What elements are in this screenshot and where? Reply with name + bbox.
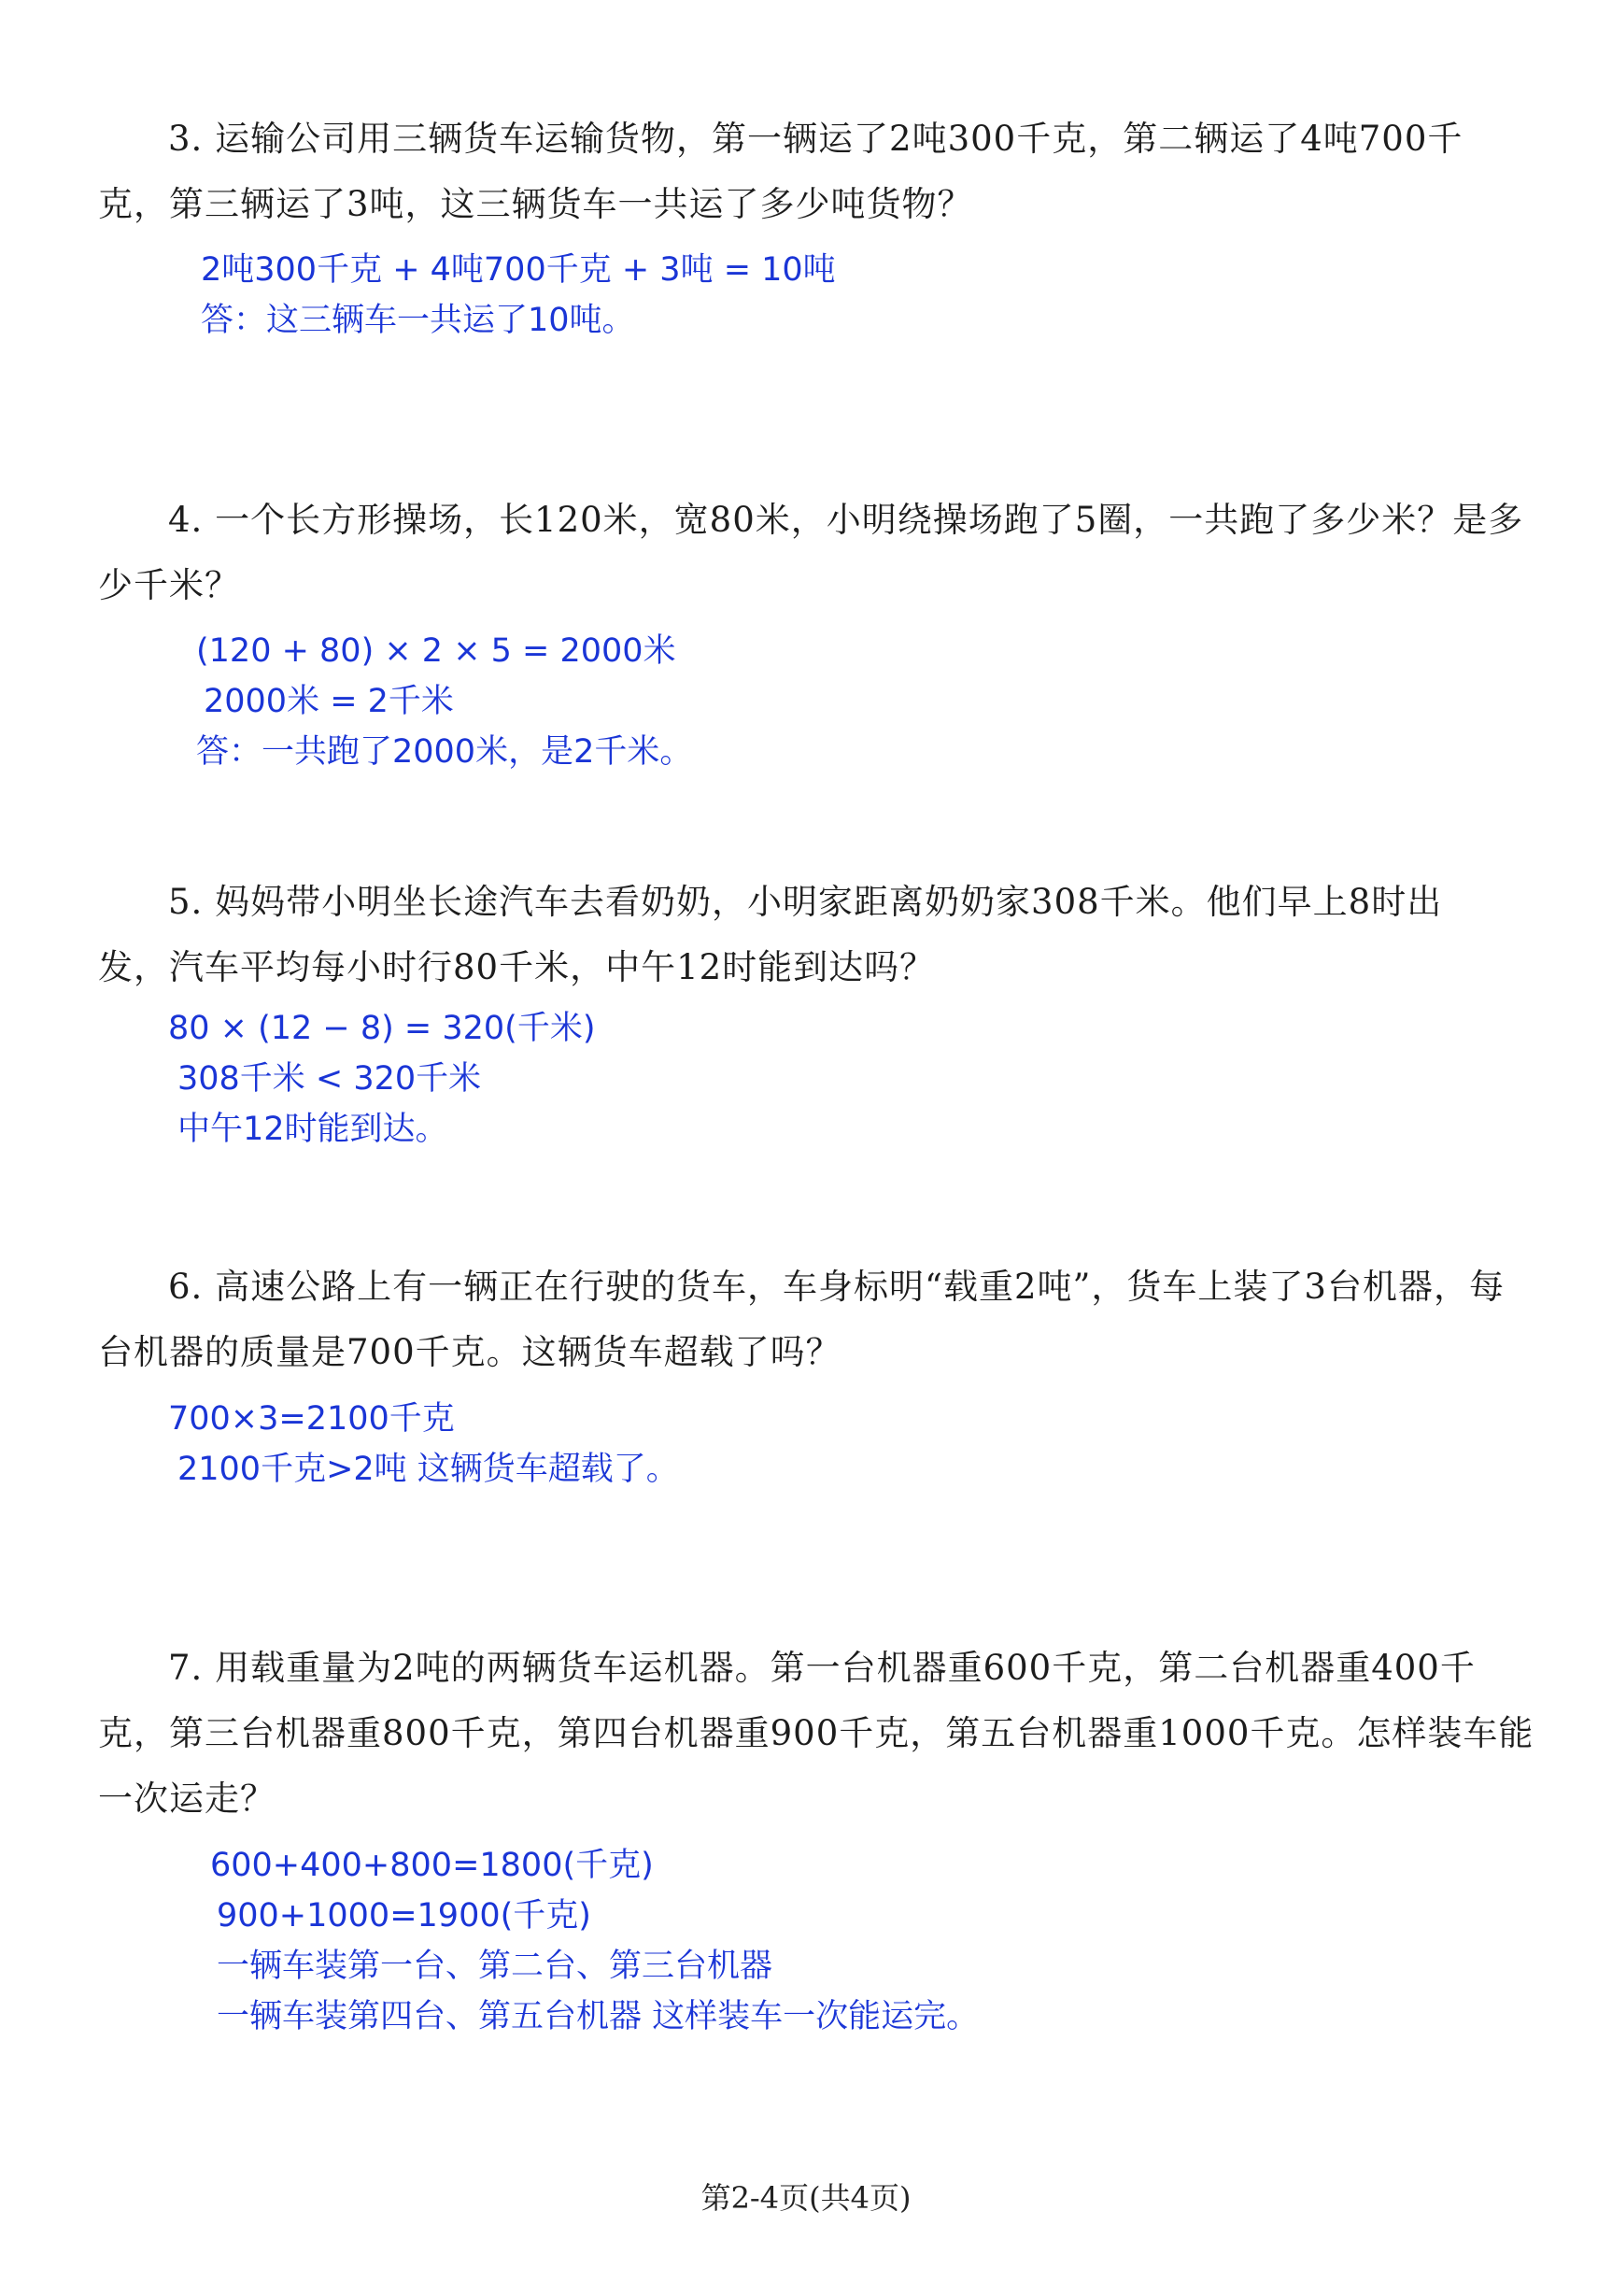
answer-4-line-2: 2000米 = 2千米	[204, 683, 454, 720]
answer-7-line-3: 一辆车装第一台、第二台、第三台机器	[217, 1948, 773, 1985]
answer-7-line-4: 一辆车装第四台、第五台机器 这样装车一次能运完。	[217, 1998, 980, 2035]
question-4-line-2: 少千米？	[98, 565, 240, 605]
answer-5-line-2: 308千米 < 320千米	[177, 1060, 482, 1098]
question-3-line-1: 3. 运输公司用三辆货车运输货物，第一辆运了2吨300千克，第二辆运了4吨700千	[168, 119, 1464, 159]
answer-3-line-1: 2吨300千克 + 4吨700千克 + 3吨 = 10吨	[201, 251, 836, 289]
question-5-line-1: 5. 妈妈带小明坐长途汽车去看奶奶，小明家距离奶奶家308千米。他们早上8时出	[168, 882, 1443, 922]
answer-5-line-1: 80 × (12 − 8) = 320(千米)	[168, 1010, 596, 1047]
question-6-line-2: 台机器的质量是700千克。这辆货车超载了吗？	[98, 1332, 841, 1372]
question-7-line-2: 克，第三台机器重800千克，第四台机器重900千克，第五台机器重1000千克。怎样装车能	[98, 1713, 1534, 1753]
question-6-line-1: 6. 高速公路上有一辆正在行驶的货车，车身标明“载重2吨”，货车上装了3台机器，每	[168, 1267, 1505, 1307]
answer-3-line-2: 答：这三辆车一共运了10吨。	[201, 302, 635, 339]
question-7-line-3: 一次运走？	[98, 1779, 276, 1819]
answer-5-line-3: 中午12时能到达。	[177, 1111, 448, 1148]
question-4-line-1: 4. 一个长方形操场，长120米，宽80米，小明绕操场跑了5圈，一共跑了多少米？是多	[168, 500, 1524, 540]
answer-7-line-1: 600+400+800=1800(千克)	[210, 1847, 654, 1884]
answer-4-line-1: (120 + 80) × 2 × 5 = 2000米	[196, 632, 676, 670]
question-7-line-1: 7. 用载重量为2吨的两辆货车运机器。第一台机器重600千克，第二台机器重400千	[168, 1648, 1476, 1688]
answer-4-line-3: 答：一共跑了2000米，是2千米。	[196, 733, 693, 771]
answer-6-line-2: 2100千克>2吨 这辆货车超载了。	[177, 1451, 679, 1488]
question-5-line-2: 发，汽车平均每小时行80千米，中午12时能到达吗？	[98, 947, 936, 987]
answer-7-line-2: 900+1000=1900(千克)	[217, 1897, 591, 1935]
answer-6-line-1: 700×3=2100千克	[168, 1400, 455, 1438]
question-3-line-2: 克，第三辆运了3吨，这三辆货车一共运了多少吨货物？	[98, 184, 973, 224]
page-footer: 第2-4页(共4页)	[700, 2180, 912, 2216]
